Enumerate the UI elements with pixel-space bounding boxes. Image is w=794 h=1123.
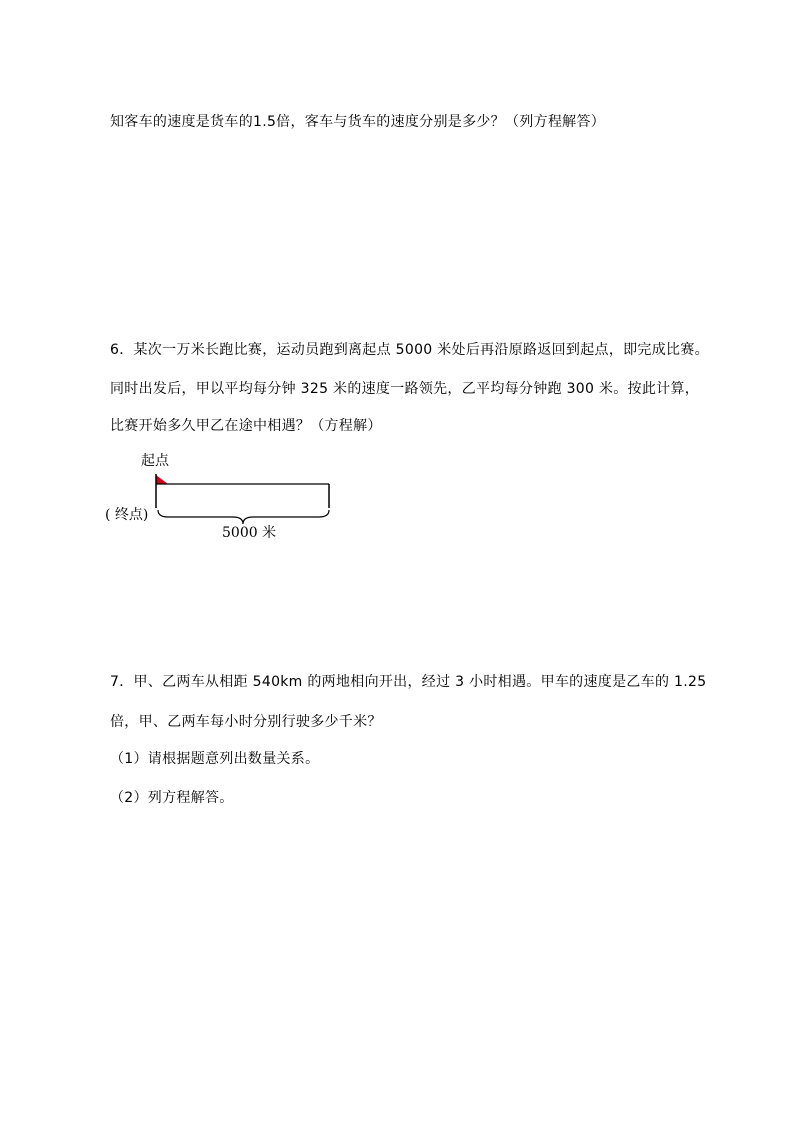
finish-point-label: ( 终点) [105, 507, 149, 523]
question-6-text-line-3: 比赛开始多久甲乙在途中相遇？（方程解） [110, 418, 382, 434]
question-7-text-line-1: 7．甲、乙两车从相距 540km 的两地相向开出，经过 3 小时相遇。甲车的速度是乙车的 1.25 [110, 674, 707, 690]
question-5-text-line-1: 知客车的速度是货车的1.5倍，客车与货车的速度分别是多少？（列方程解答） [110, 114, 606, 130]
distance-label: 5000 米 [222, 525, 277, 541]
question-7-subquestion-1: （1）请根据题意列出数量关系。 [110, 751, 320, 767]
start-flag-icon [156, 475, 168, 484]
race-course-diagram [105, 450, 345, 545]
question-6-text-line-2: 同时出发后，甲以平均每分钟 325 米的速度一路领先，乙平均每分钟跑 300 米。按此计算， [110, 381, 700, 397]
question-7-text-line-2: 倍，甲、乙两车每小时分别行驶多少千米？ [110, 714, 382, 730]
question-6-text-line-1: 6．某次一万米长跑比赛，运动员跑到离起点 5000 米处后再沿原路返回到起点，即完成比赛。 [110, 342, 709, 358]
start-point-label: 起点 [141, 453, 169, 469]
distance-brace [158, 510, 329, 524]
question-7-subquestion-2: （2）列方程解答。 [110, 790, 234, 806]
